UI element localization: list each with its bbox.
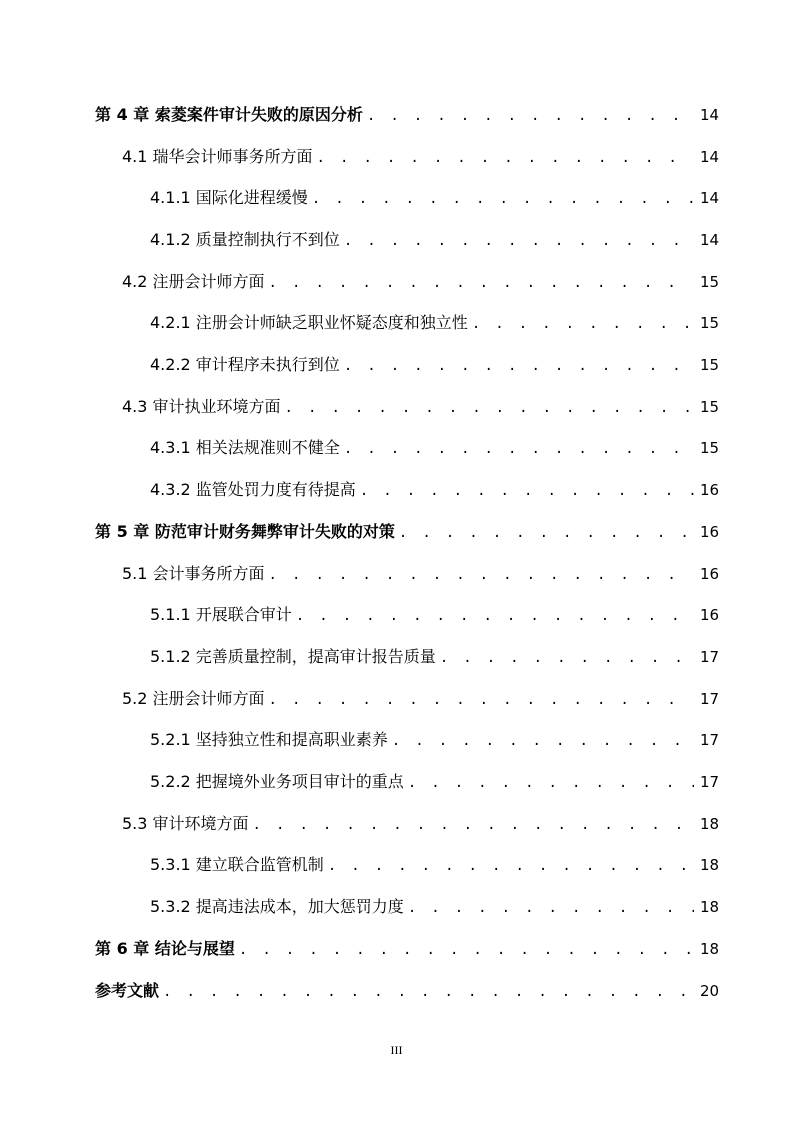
toc-entry-page: 15 [700, 273, 720, 291]
toc-entry-title: 参考文献 [95, 981, 160, 1000]
dot-leader [344, 354, 694, 378]
toc-entry-5-1-2[interactable] [150, 645, 718, 669]
toc-entry-references[interactable] [95, 979, 718, 1003]
toc-entry-5-3[interactable] [122, 812, 718, 836]
toc-entry-5-2[interactable] [122, 687, 718, 711]
dot-leader [296, 604, 694, 628]
toc-entry-page: 20 [700, 982, 720, 1000]
dot-leader [253, 813, 694, 837]
toc-entry-title: 4.1.2 质量控制执行不到位 [150, 230, 340, 249]
dot-leader [269, 271, 694, 295]
toc-entry-page: 14 [700, 148, 720, 166]
toc-entry-title: 5.3.2 提高违法成本，加大惩罚力度 [150, 897, 404, 916]
dot-leader [472, 312, 694, 336]
dot-leader [285, 396, 694, 420]
toc-entry-page: 17 [700, 648, 720, 666]
toc-entry-title: 4.3 审计执业环境方面 [122, 397, 281, 416]
toc-entry-4-2-2[interactable] [150, 353, 718, 377]
dot-leader [367, 104, 694, 128]
toc-entry-title: 第 4 章 索菱案件审计失败的原因分析 [95, 105, 363, 124]
toc-entry-page: 15 [700, 314, 720, 332]
toc-entry-title: 5.2 注册会计师方面 [122, 689, 265, 708]
toc-entry-title: 4.1 瑞华会计师事务所方面 [122, 147, 313, 166]
toc-entry-4-1-2[interactable] [150, 228, 718, 252]
toc-entry-page: 18 [700, 815, 720, 833]
dot-leader [440, 646, 694, 670]
toc-entry-4-3-1[interactable] [150, 436, 718, 460]
toc-entry-title: 4.2.2 审计程序未执行到位 [150, 355, 340, 374]
toc-entry-4-1-1[interactable] [150, 186, 718, 210]
dot-leader [408, 896, 694, 920]
toc-entry-title: 5.2.1 坚持独立性和提高职业素养 [150, 730, 388, 749]
toc-entry-5-3-1[interactable] [150, 853, 718, 877]
dot-leader [312, 187, 694, 211]
toc-entry-page: 18 [700, 856, 720, 874]
toc-entry-title: 5.3 审计环境方面 [122, 814, 249, 833]
toc-entry-page: 16 [700, 565, 720, 583]
dot-leader [360, 479, 694, 503]
toc-entry-title: 4.2 注册会计师方面 [122, 272, 265, 291]
toc-entry-title: 4.3.2 监管处罚力度有待提高 [150, 480, 356, 499]
dot-leader [392, 729, 694, 753]
toc-entry-page: 15 [700, 356, 720, 374]
toc-entry-title: 4.3.1 相关法规准则不健全 [150, 438, 340, 457]
dot-leader [239, 938, 694, 962]
dot-leader [399, 521, 694, 545]
toc-entry-page: 14 [700, 106, 720, 124]
toc-entry-chapter-4[interactable] [95, 103, 718, 127]
toc-entry-page: 15 [700, 439, 720, 457]
toc-entry-5-2-2[interactable] [150, 770, 718, 794]
toc-entry-page: 14 [700, 231, 720, 249]
toc-entry-page: 16 [700, 481, 720, 499]
toc-entry-page: 16 [700, 523, 720, 541]
toc-entry-title: 5.1.2 完善质量控制，提高审计报告质量 [150, 647, 436, 666]
toc-entry-5-1[interactable] [122, 562, 718, 586]
toc-entry-title: 第 6 章 结论与展望 [95, 939, 235, 958]
toc-entry-title: 4.1.1 国际化进程缓慢 [150, 188, 308, 207]
toc-entry-4-2[interactable] [122, 270, 718, 294]
toc-entry-5-1-1[interactable] [150, 603, 718, 627]
toc-entry-5-3-2[interactable] [150, 895, 718, 919]
toc-entry-4-3[interactable] [122, 395, 718, 419]
toc-entry-title: 5.3.1 建立联合监管机制 [150, 855, 324, 874]
toc-entry-title: 4.2.1 注册会计师缺乏职业怀疑态度和独立性 [150, 313, 468, 332]
page-number: III [390, 1043, 403, 1057]
toc-entry-4-3-2[interactable] [150, 478, 718, 502]
dot-leader [317, 146, 694, 170]
dot-leader [344, 229, 694, 253]
dot-leader [408, 771, 694, 795]
dot-leader [269, 688, 694, 712]
toc-entry-page: 14 [700, 189, 720, 207]
toc-entry-page: 15 [700, 398, 720, 416]
toc-entry-chapter-6[interactable] [95, 937, 718, 961]
toc-entry-page: 17 [700, 731, 720, 749]
toc-entry-title: 5.1.1 开展联合审计 [150, 605, 292, 624]
toc-entry-title: 5.2.2 把握境外业务项目审计的重点 [150, 772, 404, 791]
toc-entry-title: 5.1 会计事务所方面 [122, 564, 265, 583]
toc-entry-5-2-1[interactable] [150, 728, 718, 752]
toc-entry-page: 16 [700, 606, 720, 624]
toc-entry-page: 17 [700, 773, 720, 791]
dot-leader [328, 854, 694, 878]
dot-leader [269, 563, 694, 587]
toc-entry-4-1[interactable] [122, 145, 718, 169]
toc-entry-title: 第 5 章 防范审计财务舞弊审计失败的对策 [95, 522, 395, 541]
toc-entry-page: 18 [700, 940, 720, 958]
toc-entry-page: 17 [700, 690, 720, 708]
dot-leader [344, 437, 694, 461]
toc-entry-chapter-5[interactable] [95, 520, 718, 544]
toc-entry-4-2-1[interactable] [150, 311, 718, 335]
dot-leader [163, 980, 694, 1004]
toc-entry-page: 18 [700, 898, 720, 916]
